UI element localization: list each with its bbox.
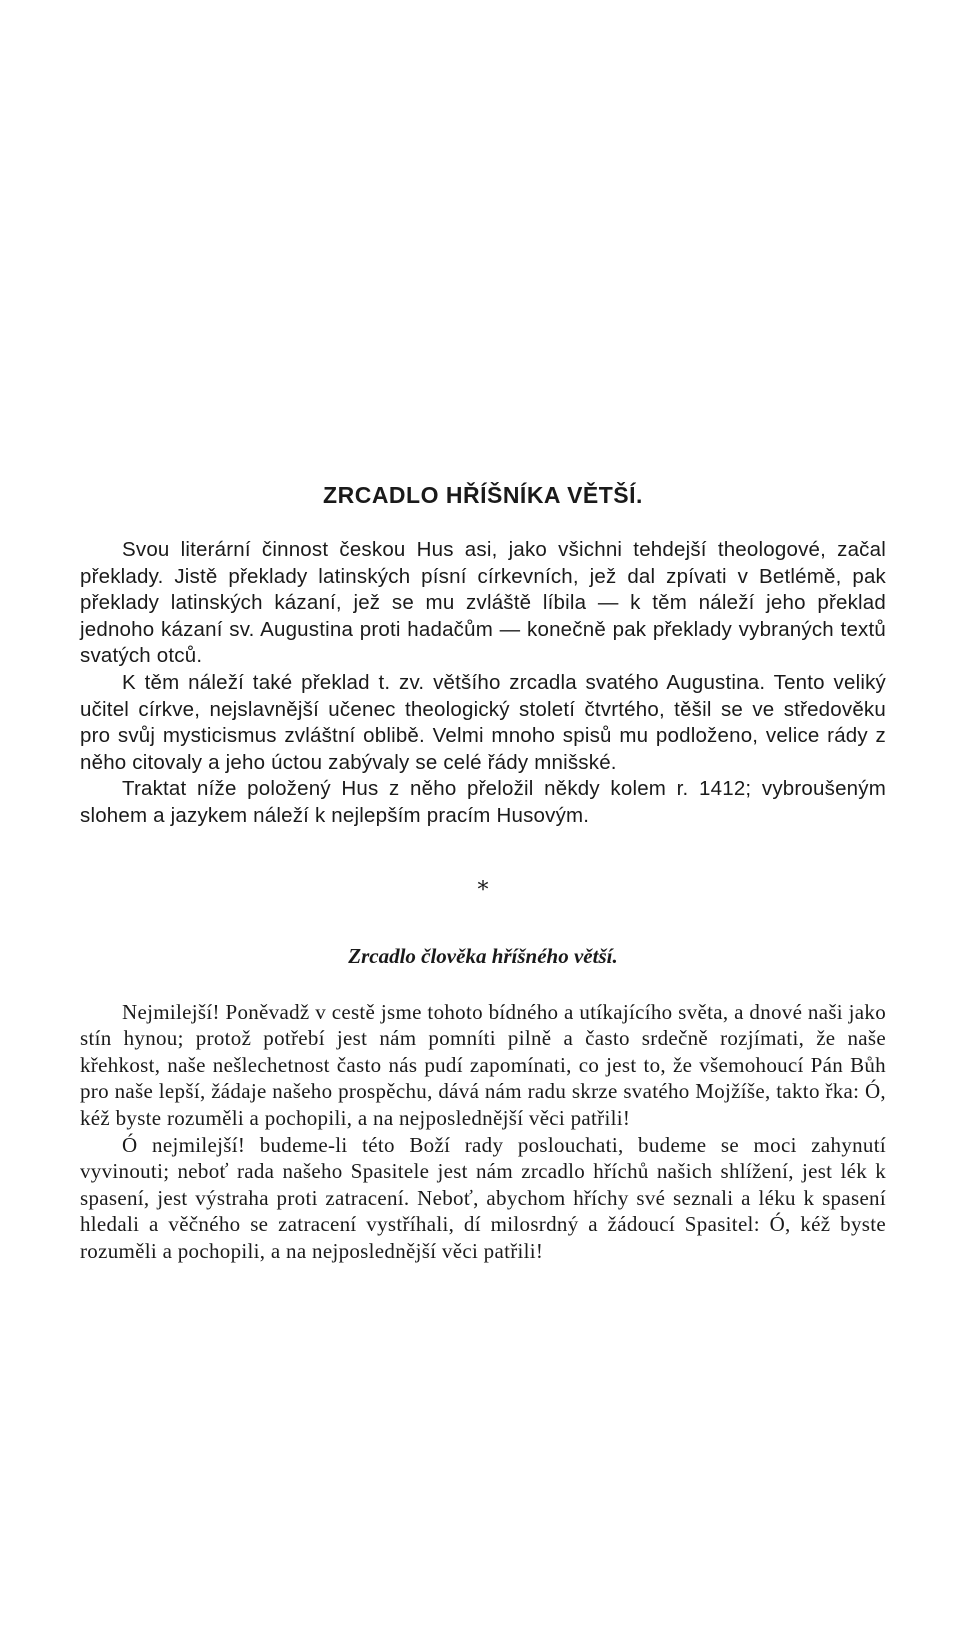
- page: [80, 484, 886, 1264]
- intro-paragraph: Svou literární činnost českou Hus asi, jako všichni tehdejší theologové, začal překlady. Jistě překlady latinských písní církevních, jež dal zpívati v Betlémě, pak překlady latinských kázaní, jež se mu zvláště líbila — k těm náleží jeho překlad jednoho kázaní sv. Augustina proti hadačům — konečně pak překlady vybraných textů svatých otců.: [80, 538, 886, 668]
- introduction: [80, 537, 886, 830]
- chapter-title: ZRCADLO HŘÍŠNÍKA VĚTŠÍ.: [323, 482, 643, 508]
- body-paragraph: Nejmilejší! Poněvadž v cestě jsme tohoto bídného a utíkajícího světa, a dnové naši jako stín hynou; protož potřebí jest nám pomníti pilně a často srdečně rozjímati, že naše křehkost, naše nešlechetnost často nás pudí zapomínati, co jest to, že všemohoucí Pán Bůh pro naše lepší, žádaje našeho prospěchu, dává nám radu skrze svatého Mojžíše, takto řka: Ó, kéž byste rozuměli a pochopili, a na nejposlednější věci patřili!: [80, 999, 886, 1130]
- body-paragraph: Ó nejmilejší! budeme-li této Boží rady poslouchati, budeme se moci zahynutí vyvinouti; neboť rada našeho Spasitele jest nám zrcadlo hříchů našich shlížení, jest lék k spasení, jest výstraha proti zatracení. Neboť, abychom hříchy své seznali a léku k spasení hledali a věčného se zatracení vystříhali, dí milosrdný a žádoucí Spasitel: Ó, kéž byste rozuměli a pochopili, a na nejposlednější věci patřili!: [80, 1132, 886, 1263]
- intro-paragraph: Traktat níže položený Hus z něho přeložil někdy kolem r. 1412; vybroušeným slohem a jazykem náleží k nejlepším pracím Husovým.: [80, 777, 886, 827]
- section-separator: *: [477, 877, 489, 903]
- main-text: [80, 999, 886, 1265]
- intro-paragraph: K těm náleží také překlad t. zv. většího zrcadla svatého Augustina. Tento veliký učitel církve, nejslavnější učenec theologický století čtvrtého, těšil se ve středověku pro svůj mysticismus zvláštní oblibě. Velmi mnoho spisů mu podloženo, velice rády z něho citovaly a jeho úctou zabývaly se celé řády mnišské.: [80, 670, 886, 774]
- section-subtitle: Zrcadlo člověka hříšného větší.: [348, 943, 618, 968]
